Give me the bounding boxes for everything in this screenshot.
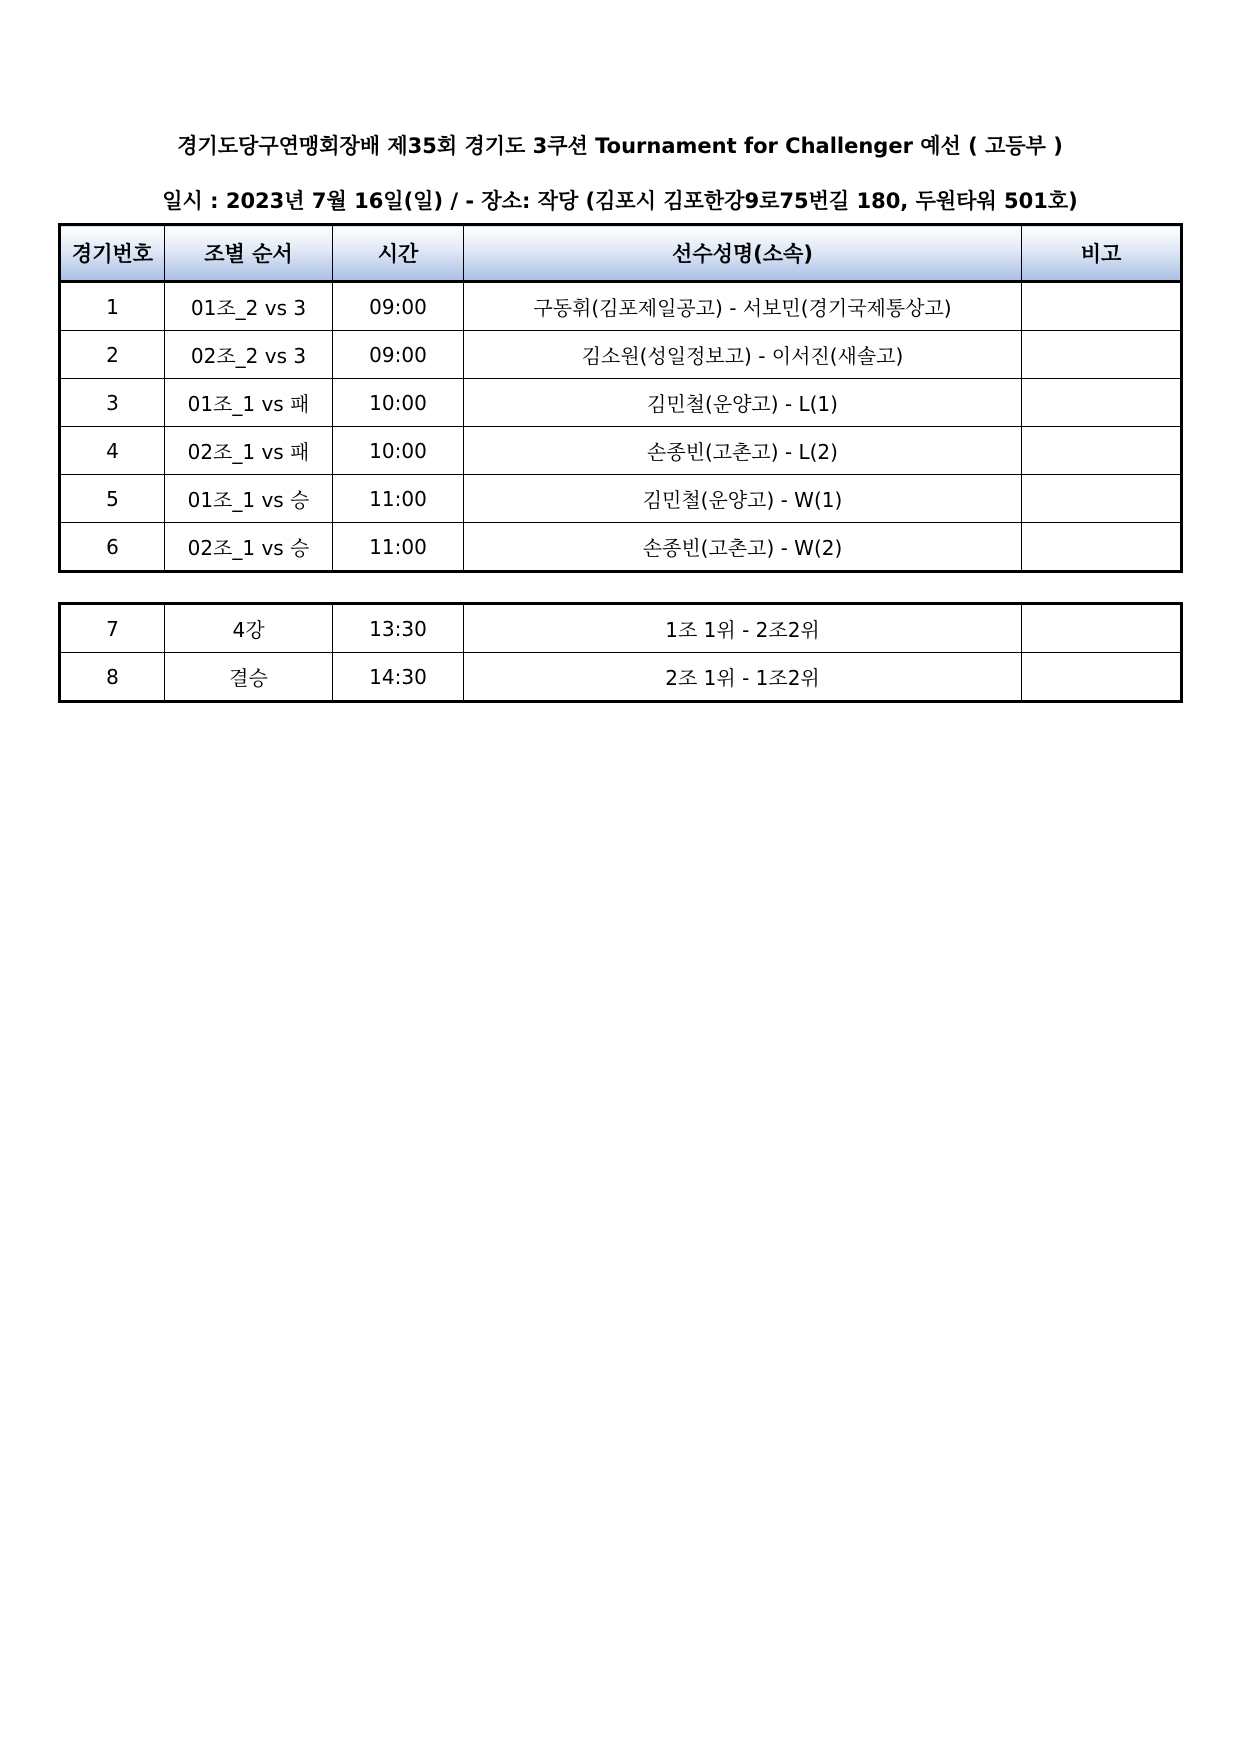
cell-note (1022, 653, 1182, 702)
cell-players: 2조 1위 - 1조2위 (464, 653, 1022, 702)
cell-group-order: 02조_2 vs 3 (165, 331, 333, 379)
table-row (60, 604, 1182, 653)
cell-number: 4 (60, 427, 165, 475)
cell-group-order: 02조_1 vs 패 (165, 427, 333, 475)
cell-group-order: 결승 (165, 653, 333, 702)
document-subtitle: 일시 : 2023년 7월 16일(일) / - 장소: 작당 (김포시 김포한강9로75번길 180, 두원타워 501호) (162, 189, 1078, 213)
table-row (60, 523, 1182, 572)
cell-group-order: 4강 (165, 604, 333, 653)
header-group-order: 조별 순서 (165, 225, 333, 282)
cell-number: 6 (60, 523, 165, 572)
cell-time: 13:30 (333, 604, 464, 653)
cell-note (1022, 379, 1182, 427)
table-row (60, 427, 1182, 475)
header-players: 선수성명(소속) (464, 225, 1022, 282)
cell-players: 손종빈(고촌고) - L(2) (464, 427, 1022, 475)
cell-time: 10:00 (333, 379, 464, 427)
cell-time: 10:00 (333, 427, 464, 475)
cell-time: 09:00 (333, 331, 464, 379)
cell-note (1022, 331, 1182, 379)
table-row (60, 653, 1182, 702)
cell-players: 손종빈(고촌고) - W(2) (464, 523, 1022, 572)
cell-players: 구동휘(김포제일공고) - 서보민(경기국제통상고) (464, 282, 1022, 331)
header-note: 비고 (1022, 225, 1182, 282)
header-number: 경기번호 (60, 225, 165, 282)
cell-number: 7 (60, 604, 165, 653)
cell-number: 5 (60, 475, 165, 523)
table-row (60, 282, 1182, 331)
cell-note (1022, 523, 1182, 572)
document-title: 경기도당구연맹회장배 제35회 경기도 3쿠션 Tournament for Challenger 예선 ( 고등부 ) (177, 134, 1063, 158)
cell-time: 09:00 (333, 282, 464, 331)
cell-number: 2 (60, 331, 165, 379)
cell-note (1022, 427, 1182, 475)
cell-note (1022, 475, 1182, 523)
cell-number: 3 (60, 379, 165, 427)
table-row (60, 331, 1182, 379)
cell-players: 1조 1위 - 2조2위 (464, 604, 1022, 653)
cell-time: 14:30 (333, 653, 464, 702)
cell-time: 11:00 (333, 475, 464, 523)
schedule-table (58, 223, 1183, 573)
header-time: 시간 (333, 225, 464, 282)
cell-time: 11:00 (333, 523, 464, 572)
cell-players: 김민철(운양고) - L(1) (464, 379, 1022, 427)
finals-table (58, 602, 1183, 703)
cell-number: 8 (60, 653, 165, 702)
table-row (60, 475, 1182, 523)
cell-group-order: 01조_1 vs 패 (165, 379, 333, 427)
cell-group-order: 01조_2 vs 3 (165, 282, 333, 331)
cell-number: 1 (60, 282, 165, 331)
cell-group-order: 01조_1 vs 승 (165, 475, 333, 523)
cell-players: 김소원(성일정보고) - 이서진(새솔고) (464, 331, 1022, 379)
header-row (60, 225, 1182, 282)
cell-note (1022, 604, 1182, 653)
cell-note (1022, 282, 1182, 331)
cell-players: 김민철(운양고) - W(1) (464, 475, 1022, 523)
cell-group-order: 02조_1 vs 승 (165, 523, 333, 572)
table-row (60, 379, 1182, 427)
